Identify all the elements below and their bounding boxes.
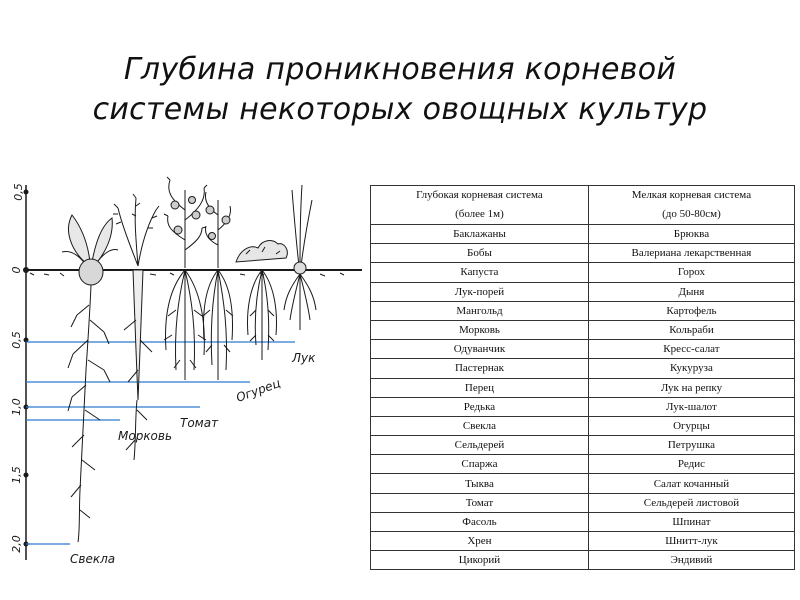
table-row xyxy=(371,263,795,282)
title-line-1: Глубина проникновения корневой xyxy=(123,52,677,87)
cell-shallow: Редис xyxy=(588,455,794,474)
label-tomat: Томат xyxy=(180,416,219,430)
header-shallow-line2: (до 50-80см) xyxy=(662,208,721,220)
label-luk: Лук xyxy=(292,351,316,365)
table-row xyxy=(371,455,795,474)
onion-plant xyxy=(284,185,316,330)
cell-shallow: Дыня xyxy=(588,282,794,301)
root-system-table xyxy=(370,185,795,570)
header-deep-line2: (более 1м) xyxy=(455,208,504,220)
cell-shallow: Валериана лекарственная xyxy=(588,244,794,263)
root-depth-diagram xyxy=(0,170,370,570)
cell-shallow: Картофель xyxy=(588,301,794,320)
cell-shallow: Брюква xyxy=(588,225,794,244)
table-row xyxy=(371,359,795,378)
cell-deep: Мангольд xyxy=(371,301,589,320)
label-morkov: Морковь xyxy=(118,429,173,443)
label-ogurets: Огурец xyxy=(234,375,283,405)
cell-deep: Пастернак xyxy=(371,359,589,378)
cell-deep: Перец xyxy=(371,378,589,397)
cell-deep: Фасоль xyxy=(371,512,589,531)
table-row xyxy=(371,474,795,493)
page-title xyxy=(0,50,800,130)
cell-deep: Хрен xyxy=(371,532,589,551)
cell-deep: Цикорий xyxy=(371,551,589,570)
table-row xyxy=(371,378,795,397)
header-deep-line1: Глубокая корневая система xyxy=(416,189,543,201)
cell-deep: Бобы xyxy=(371,244,589,263)
cell-deep: Морковь xyxy=(371,320,589,339)
title-line-2: системы некоторых овощных культур xyxy=(92,92,708,127)
depth-tick-label: 0,5 xyxy=(10,331,23,349)
depth-tick-label: 0 xyxy=(10,266,23,274)
cell-shallow: Огурцы xyxy=(588,416,794,435)
table-row xyxy=(371,493,795,512)
table-row xyxy=(371,340,795,359)
table-row xyxy=(371,320,795,339)
cell-deep: Редька xyxy=(371,397,589,416)
cell-shallow: Лук-шалот xyxy=(588,397,794,416)
cell-shallow: Эндивий xyxy=(588,551,794,570)
table-row xyxy=(371,551,795,570)
cell-shallow: Салат кочанный xyxy=(588,474,794,493)
table-row xyxy=(371,512,795,531)
tomato-plant xyxy=(164,177,207,380)
depth-tick-label: 0,5 xyxy=(12,183,25,201)
cell-shallow: Кукуруза xyxy=(588,359,794,378)
cell-deep: Спаржа xyxy=(371,455,589,474)
depth-tick-label: 1,5 xyxy=(10,466,23,484)
header-deep xyxy=(371,186,589,225)
cell-shallow: Горох xyxy=(588,263,794,282)
table-row xyxy=(371,416,795,435)
cell-shallow: Сельдерей листовой xyxy=(588,493,794,512)
cell-shallow: Лук на репку xyxy=(588,378,794,397)
table-row xyxy=(371,301,795,320)
cell-deep: Капуста xyxy=(371,263,589,282)
depth-tick-label: 2,0 xyxy=(10,535,23,553)
beet-plant xyxy=(62,215,118,542)
table-row xyxy=(371,436,795,455)
depth-tick-label: 1,0 xyxy=(10,398,23,416)
table-row xyxy=(371,225,795,244)
cell-deep: Лук-порей xyxy=(371,282,589,301)
depth-lines xyxy=(26,342,295,544)
cell-shallow: Петрушка xyxy=(588,436,794,455)
table-row xyxy=(371,532,795,551)
label-svekla: Свекла xyxy=(70,552,116,566)
cell-deep: Одуванчик xyxy=(371,340,589,359)
table-header-row xyxy=(371,186,795,225)
header-shallow-line1: Мелкая корневая система xyxy=(631,189,752,201)
table-row xyxy=(371,282,795,301)
cell-shallow: Шнитт-лук xyxy=(588,532,794,551)
cell-deep: Свекла xyxy=(371,416,589,435)
cell-deep: Томат xyxy=(371,493,589,512)
cell-shallow: Кресс-салат xyxy=(588,340,794,359)
cell-deep: Тыква xyxy=(371,474,589,493)
cell-shallow: Шпинат xyxy=(588,512,794,531)
table-row xyxy=(371,244,795,263)
cell-deep: Баклажаны xyxy=(371,225,589,244)
table-row xyxy=(371,397,795,416)
ground-surface xyxy=(26,270,362,276)
tomato-plant-2 xyxy=(203,192,233,380)
cell-deep: Сельдерей xyxy=(371,436,589,455)
cell-shallow: Кольраби xyxy=(588,320,794,339)
header-shallow xyxy=(588,186,794,225)
